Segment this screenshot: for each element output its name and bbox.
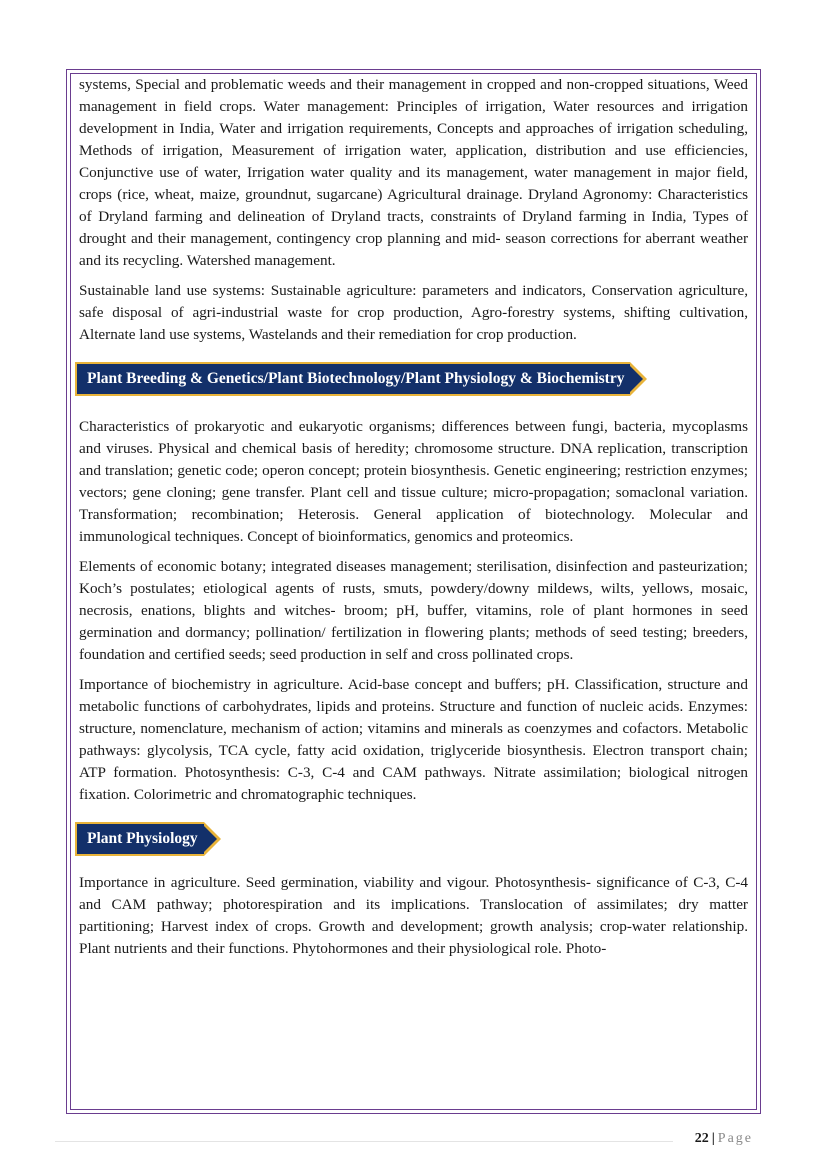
page-label: Page <box>717 1131 753 1146</box>
arrow-tip-icon <box>630 362 647 396</box>
paragraph-organisms-heredity: Characteristics of prokaryotic and eukaryotic organisms; differences between fungi, bacteria, mycoplasms and viruses. Physical and chemical basis of heredity; chromosome structure. DNA replication, transcription and translation; genetic code; operon concept; protein biosynthesis. Genetic engineering; restriction enzymes; vectors; gene cloning; gene transfer. Plant cell and tissue culture; micro-propagation; somaclonal variation. Transformation; recombination; Heterosis. General application of biotechnology. Molecular and immunological techniques. Concept of bioinformatics, genomics and proteomics. <box>79 418 748 545</box>
page-footer <box>695 1131 753 1147</box>
paragraph-weed-water-dryland: systems, Special and problematic weeds and their management in cropped and non-cropped situations, Weed management in field crops. Water management: Principles of irrigation, Water resources and irrigation development in India, Water and irrigation requirements, Concepts and approaches of irrigation scheduling, Methods of irrigation, Measurement of irrigation water, application, distribution and use efficiencies, Conjunctive use of water, Irrigation water quality and its management, water management in major field, crops (rice, wheat, maize, groundnut, sugarcane) Agricultural drainage. Dryland Agronomy: Characteristics of Dryland farming and delineation of Dryland tracts, constraints of Dryland farming in India, Types of drought and their management, contingency crop planning and mid- season corrections for aberrant weather and its recycling. Watershed management. <box>79 76 748 269</box>
section-heading-plant-physiology <box>75 822 748 856</box>
section-heading-label: Plant Breeding & Genetics/Plant Biotechnology/Plant Physiology & Biochemistry <box>75 362 630 396</box>
page-content <box>79 74 748 968</box>
paragraph-sustainable-land-use: Sustainable land use systems: Sustainable agriculture: parameters and indicators, Conservation agriculture, safe disposal of agri-industrial waste for crop production, Agro-forestry systems, shifting cultivation, Alternate land use systems, Wastelands and their remediation for crop production. <box>79 282 748 343</box>
paragraph-economic-botany: Elements of economic botany; integrated diseases management; sterilisation, disinfection and pasteurization; Koch’s postulates; etiological agents of rusts, smuts, powdery/downy mildews, wilts, yellows, mosaic, necrosis, enations, blights and witches- broom; pH, buffer, vitamins, role of plant hormones in seed germination and dormancy; pollination/ fertilization in flowering plants; methods of seed testing; breeders, foundation and certified seeds; seed production in self and cross pollinated crops. <box>79 558 748 663</box>
page-number: 22 <box>694 1131 709 1146</box>
footer-divider <box>55 1141 673 1142</box>
section-heading-plant-breeding <box>75 362 748 396</box>
paragraph-plant-physiology: Importance in agriculture. Seed germination, viability and vigour. Photosynthesis- significance of C-3, C-4 and CAM pathway; photorespiration and its implications. Translocation of assimilates; dry matter partitioning; Harvest index of crops. Growth and development; growth analysis; crop-water relationship. Plant nutrients and their functions. Phytohormones and their physiological role. Photo- <box>79 874 748 957</box>
page-separator: | <box>711 1131 715 1146</box>
section-heading-label: Plant Physiology <box>75 822 204 856</box>
paragraph-biochemistry: Importance of biochemistry in agriculture. Acid-base concept and buffers; pH. Classification, structure and metabolic functions of carbohydrates, lipids and proteins. Structure and function of nucleic acids. Enzymes: structure, nomenclature, mechanism of action; vitamins and minerals as coenzymes and cofactors. Metabolic pathways: glycolysis, TCA cycle, fatty acid oxidation, triglyceride biosynthesis. Electron transport chain; ATP formation. Photosynthesis: C-3, C-4 and CAM pathways. Nitrate assimilation; biological nitrogen fixation. Colorimetric and chromatographic techniques. <box>79 676 748 803</box>
arrow-tip-icon <box>204 822 221 856</box>
